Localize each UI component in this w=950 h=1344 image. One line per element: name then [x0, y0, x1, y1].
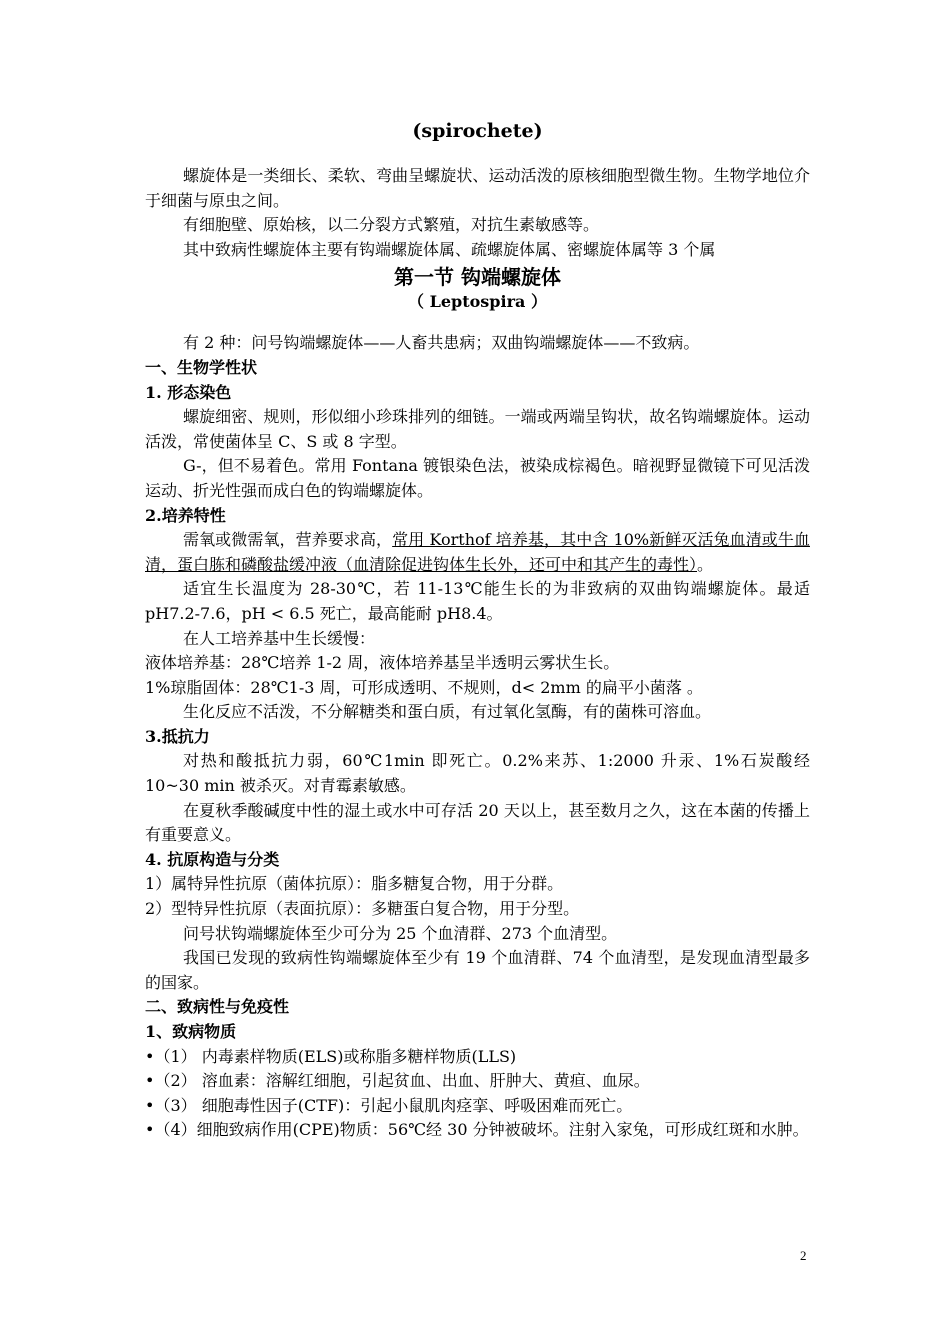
list-item: •（2） 溶血素：溶解红细胞，引起贫血、出血、肝肿大、黄疸、血尿。: [145, 1071, 650, 1091]
paragraph: 螺旋细密、规则，形似细小珍珠排列的细链。一端或两端呈钩状，故名钩端螺旋体。运动活泼，常使菌体呈 C、S 或 8 字型。: [145, 407, 810, 451]
text-run: 需氧或微需氧，营养要求高，: [183, 530, 393, 550]
list-item: •（3） 细胞毒性因子(CTF)：引起小鼠肌肉痉挛、呼吸困难而死亡。: [145, 1095, 633, 1115]
paragraph: G-，但不易着色。常用 Fontana 镀银染色法，被染成棕褐色。暗视野显微镜下可见活泼运动、折光性强而成白色的钩端螺旋体。: [145, 456, 810, 500]
paragraph: 液体培养基：28℃培养 1-2 周，液体培养基呈半透明云雾状生长。: [145, 653, 620, 673]
heading-level2: 1、致病物质: [145, 1022, 237, 1041]
chapter-title: (spirochete): [412, 120, 543, 142]
heading-level2: 2.培养特性: [145, 505, 226, 525]
heading-level2: 3.抵抗力: [145, 726, 210, 746]
paragraph: 生化反应不活泼，不分解糖类和蛋白质，有过氧化氢酶，有的菌株可溶血。: [183, 702, 712, 722]
paragraph: 在人工培养基中生长缓慢：: [183, 628, 376, 648]
paragraph: 在夏秋季酸碱度中性的湿土或水中可存活 20 天以上，甚至数月之久，这在本菌的传播上有重要意义。: [145, 800, 810, 845]
heading-level2: 1. 形态染色: [145, 382, 232, 402]
paragraph: 问号状钩端螺旋体至少可分为 25 个血清群、273 个血清型。: [183, 923, 618, 943]
paragraph: [145, 528, 810, 577]
paragraph: 我国已发现的致病性钩端螺旋体至少有 19 个血清群、74 个血清型，是发现血清型最多的国家。: [145, 948, 810, 992]
page-number: 2: [800, 1248, 807, 1263]
list-item: 1）属特异性抗原（菌体抗原）：脂多糖复合物，用于分群。: [145, 874, 564, 894]
document-page: [145, 118, 810, 1143]
section-title: 第一节 钩端螺旋体: [394, 265, 561, 290]
paragraph: 螺旋体是一类细长、柔软、弯曲呈螺旋状、运动活泼的原核细胞型微生物。生物学地位介于细菌与原虫之间。: [145, 166, 810, 210]
text-run: 。: [697, 554, 714, 574]
paragraph: 有 2 种：问号钩端螺旋体——人畜共患病；双曲钩端螺旋体——不致病。: [183, 333, 700, 353]
underlined-text: 常用 Korthof 培养基，其中含 10%新鲜灭活兔血清或牛血清，蛋白胨和磷酸盐缓冲液（血清除促进钩体生长外，还可中和其产生的毒性）: [145, 530, 810, 574]
list-item: •（1） 内毒素样物质(ELS)或称脂多糖样物质(LLS): [145, 1046, 517, 1066]
spacer: [145, 144, 810, 164]
paragraph: 有细胞壁、原始核，以二分裂方式繁殖，对抗生素敏感等。: [183, 215, 600, 235]
paragraph: 其中致病性螺旋体主要有钩端螺旋体属、疏螺旋体属、密螺旋体属等 3 个属: [183, 239, 716, 259]
list-item: •（4）细胞致病作用(CPE)物质：56℃经 30 分钟被破坏。注射入家兔，可形成红斑和水肿。: [145, 1120, 809, 1140]
section-subtitle: （ Leptospira ）: [408, 292, 547, 312]
heading-level2: 4. 抗原构造与分类: [145, 849, 280, 869]
heading-level1: 一、生物学性状: [145, 357, 258, 377]
heading-level1: 二、致病性与免疫性: [145, 997, 290, 1017]
paragraph: 对热和酸抵抗力弱，60℃1min 即死亡。0.2%来苏、1:2000 升汞、1%石炭酸经 10~30 min 被杀灭。对青霉素敏感。: [145, 751, 810, 796]
list-item: 2）型特异性抗原（表面抗原）：多糖蛋白复合物，用于分型。: [145, 899, 580, 919]
paragraph: 1%琼脂固体：28℃1-3 周，可形成透明、不规则，d< 2mm 的扁平小菌落 。: [145, 677, 703, 697]
paragraph: 适宜生长温度为 28-30℃，若 11-13℃能生长的为非致病的双曲钩端螺旋体。最适 pH7.2-7.6，pH < 6.5 死亡，最高能耐 pH8.4。: [145, 579, 810, 623]
